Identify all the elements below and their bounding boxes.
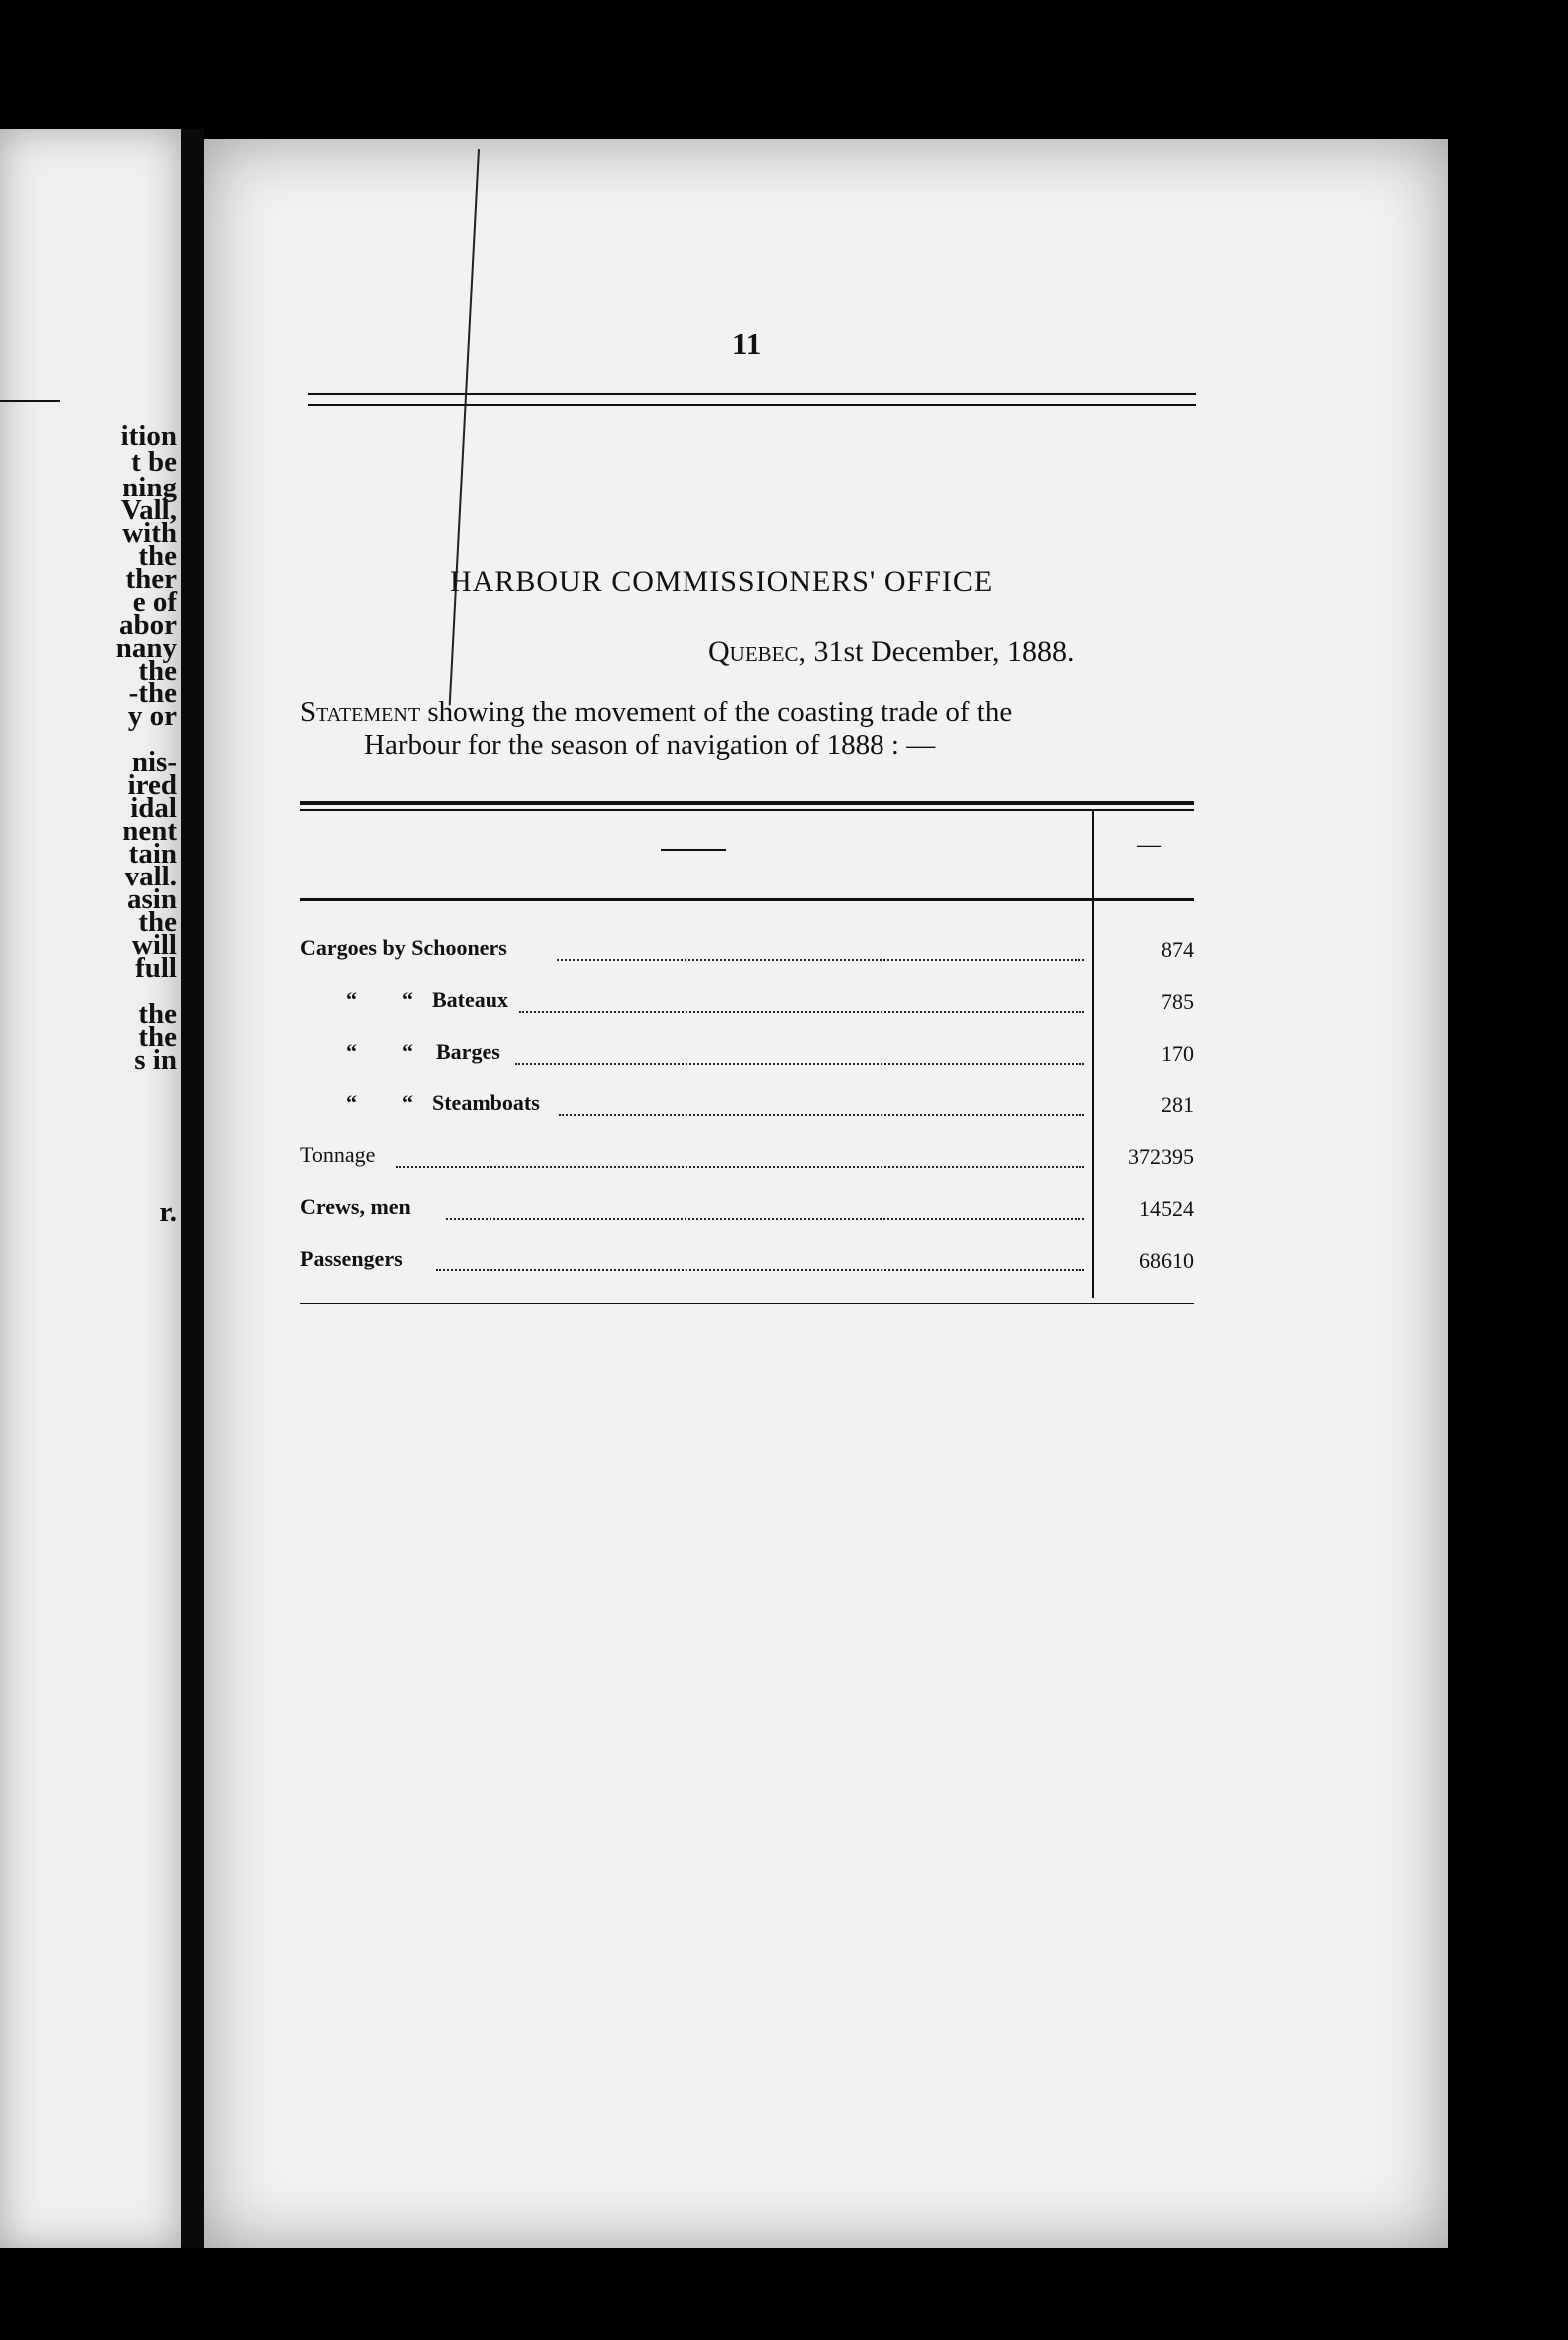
left-text-line: the bbox=[138, 998, 177, 1030]
statement-line-1: showing the movement of the coasting trade of the bbox=[420, 696, 1013, 728]
dot-leader bbox=[396, 1166, 1084, 1168]
ditto-mark: “ bbox=[402, 1039, 413, 1064]
header-column-dash bbox=[661, 849, 726, 851]
left-text-line: tain bbox=[128, 838, 177, 870]
table-top-rule bbox=[300, 801, 1194, 805]
left-text-line: vall. bbox=[124, 861, 177, 892]
left-text-line: e of bbox=[132, 586, 177, 618]
table-row bbox=[300, 987, 1194, 1023]
left-text-line: nis- bbox=[131, 746, 177, 778]
row-value: 372395 bbox=[1128, 1144, 1194, 1169]
ditto-mark: “ bbox=[346, 1039, 357, 1064]
dot-leader bbox=[436, 1269, 1084, 1271]
left-text-line: with bbox=[122, 517, 177, 549]
book-gutter bbox=[181, 129, 204, 2248]
row-label: Steamboats bbox=[432, 1090, 540, 1115]
left-page-rule bbox=[0, 400, 60, 402]
ditto-mark: “ bbox=[346, 987, 357, 1012]
dot-leader bbox=[557, 959, 1084, 961]
left-text-line: will bbox=[131, 929, 177, 961]
dot-leader bbox=[519, 1011, 1084, 1013]
left-text-line: idal bbox=[130, 792, 177, 824]
table-row bbox=[300, 1039, 1194, 1074]
left-text-line: s in bbox=[134, 1044, 177, 1075]
left-text-line: nany bbox=[115, 632, 177, 664]
statement-lead: Statement bbox=[300, 696, 421, 728]
ditto-mark: “ bbox=[402, 987, 413, 1012]
left-text-line: the bbox=[138, 655, 177, 686]
ditto-mark: “ bbox=[346, 1090, 357, 1115]
dateline-city: Quebec, bbox=[708, 635, 806, 668]
dot-leader bbox=[559, 1114, 1084, 1116]
left-text-line: the bbox=[138, 540, 177, 572]
row-label: Passengers bbox=[300, 1246, 403, 1270]
left-text-line: y or bbox=[127, 700, 177, 732]
header-rule-bottom bbox=[308, 404, 1196, 406]
page-number: 11 bbox=[732, 326, 762, 361]
dot-leader bbox=[446, 1218, 1084, 1220]
left-text-line: the bbox=[138, 906, 177, 938]
left-text-line: ired bbox=[127, 769, 177, 801]
left-text-line: full bbox=[135, 952, 177, 984]
row-value: 874 bbox=[1161, 937, 1194, 962]
ditto-mark: “ bbox=[402, 1090, 413, 1115]
statement-heading bbox=[300, 696, 1196, 762]
row-value: 785 bbox=[1161, 989, 1194, 1014]
left-text-line: r. bbox=[159, 1196, 177, 1228]
left-text-line: nent bbox=[122, 815, 177, 847]
table-row bbox=[300, 1246, 1194, 1281]
left-text-line: -the bbox=[128, 678, 177, 709]
dot-leader bbox=[515, 1063, 1084, 1065]
dateline bbox=[708, 635, 1075, 669]
table-row bbox=[300, 1194, 1194, 1230]
row-value: 281 bbox=[1161, 1092, 1194, 1117]
dateline-date: 31st December, 1888. bbox=[813, 635, 1075, 668]
row-label: Bateaux bbox=[432, 987, 508, 1012]
row-label: Crews, men bbox=[300, 1194, 411, 1219]
table-header-rule bbox=[300, 898, 1194, 901]
left-text-line: the bbox=[138, 1021, 177, 1053]
left-text-line: ition bbox=[120, 420, 177, 452]
row-value: 14524 bbox=[1139, 1196, 1194, 1221]
header-rule-top bbox=[308, 393, 1196, 395]
row-label: Tonnage bbox=[300, 1142, 376, 1167]
left-text-line: t be bbox=[131, 446, 177, 478]
office-title: HARBOUR COMMISSIONERS' OFFICE bbox=[450, 565, 994, 598]
table-top-rule-thin bbox=[300, 809, 1194, 811]
row-value: 68610 bbox=[1139, 1248, 1194, 1272]
statement-line-2: Harbour for the season of navigation of 1888 : — bbox=[364, 729, 936, 761]
left-text-line: Vall, bbox=[120, 494, 177, 526]
left-text-line: abor bbox=[119, 609, 177, 641]
table-bottom-rule bbox=[300, 1303, 1194, 1304]
left-page-fragment bbox=[0, 129, 181, 2248]
header-value-dash: — bbox=[1137, 832, 1161, 858]
row-label: Cargoes by Schooners bbox=[300, 935, 507, 960]
table-row bbox=[300, 1090, 1194, 1126]
row-value: 170 bbox=[1161, 1041, 1194, 1066]
left-text-line: ning bbox=[122, 472, 177, 503]
left-text-line: asin bbox=[127, 883, 177, 915]
table-row bbox=[300, 935, 1194, 971]
left-text-line: ther bbox=[125, 563, 177, 595]
row-label: Barges bbox=[436, 1039, 500, 1064]
table-row bbox=[300, 1142, 1194, 1178]
